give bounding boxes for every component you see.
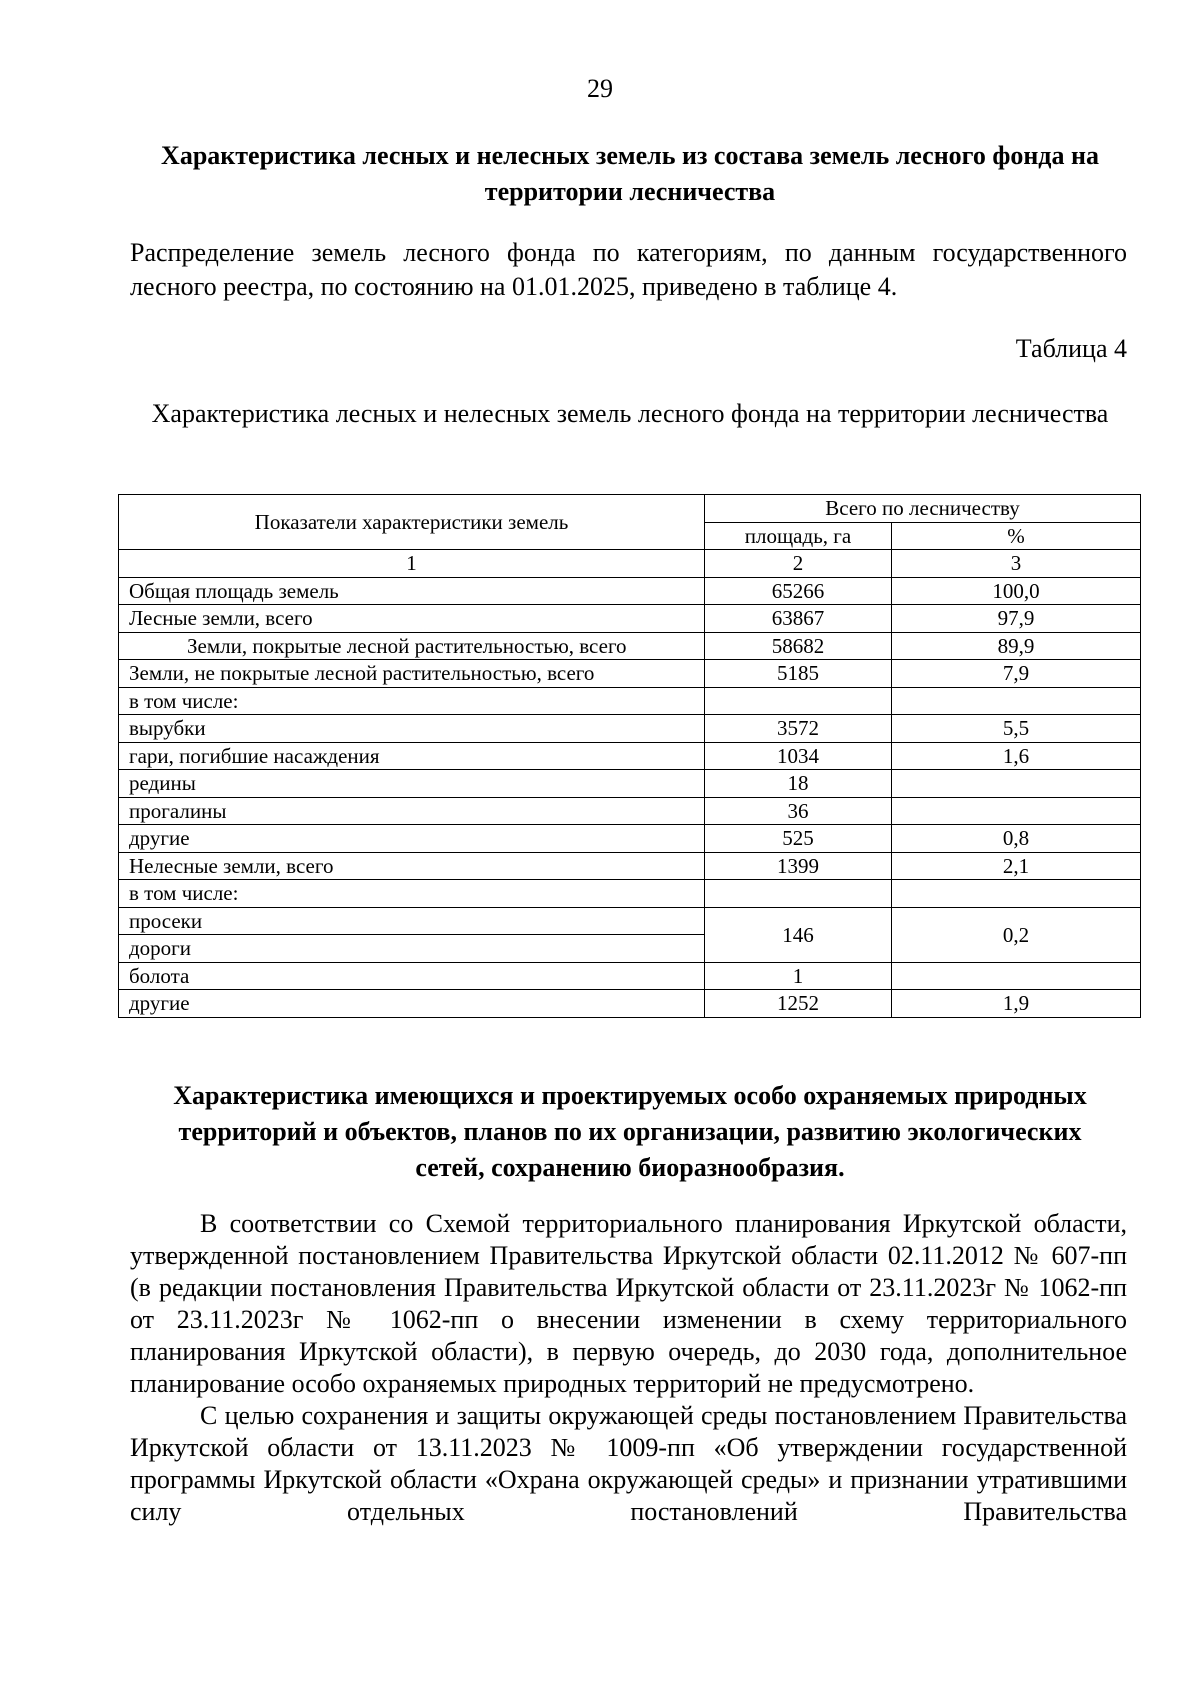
row-area [705,687,892,715]
table-row [119,770,1141,798]
table-row [119,577,1141,605]
row-percent: 2,1 [892,852,1141,880]
row-area: 146 [705,907,892,962]
column-number-row [119,550,1141,578]
row-percent: 97,9 [892,605,1141,633]
intro-paragraph: Распределение земель лесного фонда по категориям, по данным государственного лесного реестра, по состоянию на 01.01.2025, приведено в таблице 4. [130,238,1127,301]
row-area: 3572 [705,715,892,743]
forest-lands-table [118,494,1141,1018]
header-indicator: Показатели характеристики земель [119,495,705,550]
row-area: 18 [705,770,892,798]
row-label: в том числе: [119,880,705,908]
row-percent: 0,8 [892,825,1141,853]
row-label: вырубки [119,715,705,743]
section-heading-forest-lands: Характеристика лесных и нелесных земель из состава земель лесного фонда на территории лесничества [161,141,1099,206]
body-text [130,1208,1127,1528]
row-label: просеки [119,907,705,935]
row-label: Общая площадь земель [119,577,705,605]
row-area: 5185 [705,660,892,688]
row-area [705,880,892,908]
table-row [119,797,1141,825]
row-percent: 1,6 [892,742,1141,770]
table-label: Таблица 4 [1015,334,1127,363]
row-percent: 5,5 [892,715,1141,743]
col-number: 2 [705,550,892,578]
table-row [119,742,1141,770]
header-area: площадь, га [705,522,892,550]
row-percent [892,770,1141,798]
body-paragraph-2: С целью сохранения и защиты окружающей среды постановлением Правительства Иркутской области от 13.11.2023 № 1009-пп «Об утверждении государственной программы Иркутской области «Охрана окружающей среды» и признании утратившими силу отдельных постановлений Правительства [130,1401,1127,1526]
row-label: Земли, покрытые лесной растительностью, всего [119,632,705,660]
table-row [119,990,1141,1018]
table-row [119,660,1141,688]
row-area: 1 [705,962,892,990]
col-number: 3 [892,550,1141,578]
table-row [119,825,1141,853]
row-label: Нелесные земли, всего [119,852,705,880]
row-area: 525 [705,825,892,853]
page-number: 29 [587,74,613,103]
row-percent: 1,9 [892,990,1141,1018]
row-area: 63867 [705,605,892,633]
row-area: 36 [705,797,892,825]
row-area: 1399 [705,852,892,880]
row-label: прогалины [119,797,705,825]
row-label: другие [119,990,705,1018]
table-header-row [119,495,1141,523]
row-area: 65266 [705,577,892,605]
row-area: 1252 [705,990,892,1018]
row-label: Земли, не покрытые лесной растительностью, всего [119,660,705,688]
header-percent: % [892,522,1141,550]
row-percent [892,797,1141,825]
row-label: гари, погибшие насаждения [119,742,705,770]
table-row [119,605,1141,633]
row-percent: 0,2 [892,907,1141,962]
body-paragraph-1: В соответствии со Схемой территориального планирования Иркутской области, утвержденной постановлением Правительства Иркутской области 02.11.2012 № 607-пп (в редакции постановления Правительства Иркутской области от 23.11.2023г № 1062-пп от 23.11.2023г № 1062-пп о внесении изменении в схему территориального планирования Иркутской области), в первую очередь, до 2030 года, дополнительное планирование особо охраняемых природных территорий не предусмотрено. [130,1209,1127,1398]
row-label: дороги [119,935,705,963]
row-label: болота [119,962,705,990]
row-percent [892,687,1141,715]
row-percent: 7,9 [892,660,1141,688]
section-heading-protected-areas: Характеристика имеющихся и проектируемых особо охраняемых природных территорий и объектов, планов по их организации, развитию экологических сетей, сохранению биоразнообразия. [173,1081,1087,1182]
table-row [119,632,1141,660]
row-percent [892,962,1141,990]
row-percent [892,880,1141,908]
row-percent: 100,0 [892,577,1141,605]
table-row [119,907,1141,935]
row-label: в том числе: [119,687,705,715]
header-group: Всего по лесничеству [705,495,1141,523]
col-number: 1 [119,550,705,578]
row-label: Лесные земли, всего [119,605,705,633]
table-row [119,852,1141,880]
row-area: 58682 [705,632,892,660]
row-label: редины [119,770,705,798]
row-label: другие [119,825,705,853]
table-row [119,880,1141,908]
table-row [119,715,1141,743]
row-percent: 89,9 [892,632,1141,660]
table-row [119,962,1141,990]
row-area: 1034 [705,742,892,770]
table-title: Характеристика лесных и нелесных земель лесного фонда на территории лесничества [151,399,1109,428]
table-row [119,687,1141,715]
